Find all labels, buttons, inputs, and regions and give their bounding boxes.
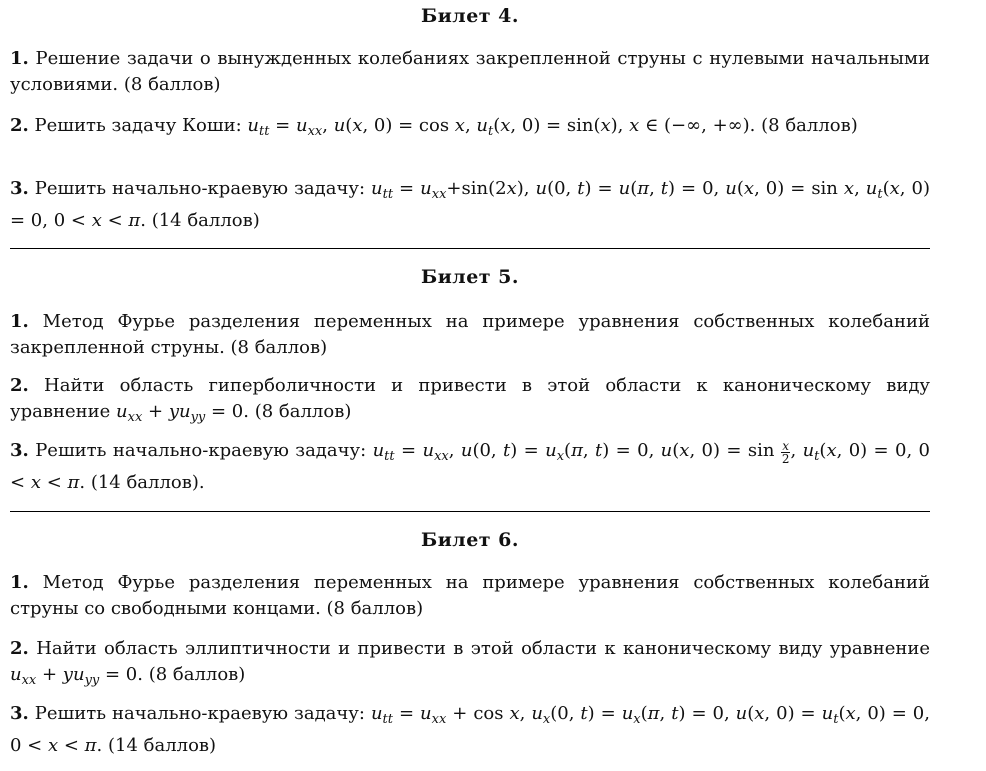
problem-points: (14 баллов).: [90, 472, 205, 493]
fraction: $\frac{x}{2}$: [781, 439, 790, 466]
problem-text: Решить задачу Коши:: [34, 115, 242, 136]
ticket-title: Билет 5.: [420, 266, 520, 288]
divider: [10, 511, 930, 512]
formula: $u_{xx} + yu_{yy} = 0$.: [116, 401, 249, 425]
ticket-4: [10, 2, 930, 30]
problem-points: (8 баллов): [148, 664, 246, 685]
ticket-5: [10, 263, 930, 291]
ticket-title: Билет 4.: [420, 5, 520, 27]
problem-text: Метод Фурье разделения переменных на примере уравнения собственных колебаний струны со свободными концами. (8 баллов): [10, 572, 930, 619]
problem-2: [10, 636, 930, 694]
formula: $u_{xx} + yu_{yy} = 0$.: [10, 664, 143, 688]
problem-text: Найти область эллиптичности и привести в этой области к каноническому виду уравнение: [36, 638, 930, 659]
formula: $u_{tt} = u_{xx}$, u(x, 0) = cos x, $u_t(x$, 0) = sin(x), x ∈ (−∞, +∞).: [247, 115, 756, 139]
problem-3: [10, 701, 930, 759]
problem-2: [10, 373, 930, 431]
ticket-title: Билет 6.: [420, 529, 520, 551]
problem-number: 3.: [10, 178, 29, 199]
problem-number: 1.: [10, 48, 29, 69]
problem-2: [10, 113, 930, 145]
ticket-6: [10, 526, 930, 554]
divider: [10, 248, 930, 249]
problem-1: [10, 570, 930, 622]
problem-number: 1.: [10, 311, 29, 332]
problem-points: (14 баллов): [151, 210, 260, 231]
problem-text: Решить начально-краевую задачу:: [34, 178, 366, 199]
problem-text: Решить начально-краевую задачу:: [35, 440, 367, 461]
problem-3: [10, 176, 930, 234]
problem-text: Решение задачи о вынужденных колебаниях закрепленной струны с нулевыми начальными условиями. (8 баллов): [10, 48, 930, 95]
problem-number: 1.: [10, 572, 29, 593]
problem-number: 2.: [10, 375, 29, 396]
problem-number: 2.: [10, 638, 29, 659]
problem-number: 3.: [10, 440, 29, 461]
problem-1: [10, 309, 930, 361]
formula: $u_{tt} = u_{xx}+\sin(2x)$, u(0, t) = u(π, t) = 0, u(x, 0) = sin x, $u_t(x$, 0) = 0, 0 < x < π.: [10, 178, 930, 231]
formula: $u_{tt} = u_{xx}$, u(0, $t) = u_x(\pi$, t) = 0, u(x, 0) = sin $\frac{x}{2}$ , $u_t(x$, 0) = 0, 0 < x < π.: [10, 439, 930, 493]
problem-number: 3.: [10, 703, 29, 724]
formula: $u_{tt} = u_{xx} + \cos x$, $u_x(0$, $t) = u_x(\pi$, t) = 0, u(x, $0) = u_t(x$, 0) = 0, 0 < x < π.: [10, 703, 930, 756]
problem-3: [10, 438, 930, 496]
problem-text: Решить начально-краевую задачу:: [34, 703, 365, 724]
problem-1: [10, 46, 930, 98]
problem-points: (14 баллов): [107, 735, 217, 756]
problem-number: 2.: [10, 115, 29, 136]
problem-points: (8 баллов): [761, 115, 858, 136]
problem-text: Найти область гиперболичности и привести в этой области к каноническому виду уравнение: [10, 375, 930, 422]
problem-points: (8 баллов): [254, 401, 352, 422]
problem-text: Метод Фурье разделения переменных на примере уравнения собственных колебаний закрепленной струны. (8 баллов): [10, 311, 930, 358]
